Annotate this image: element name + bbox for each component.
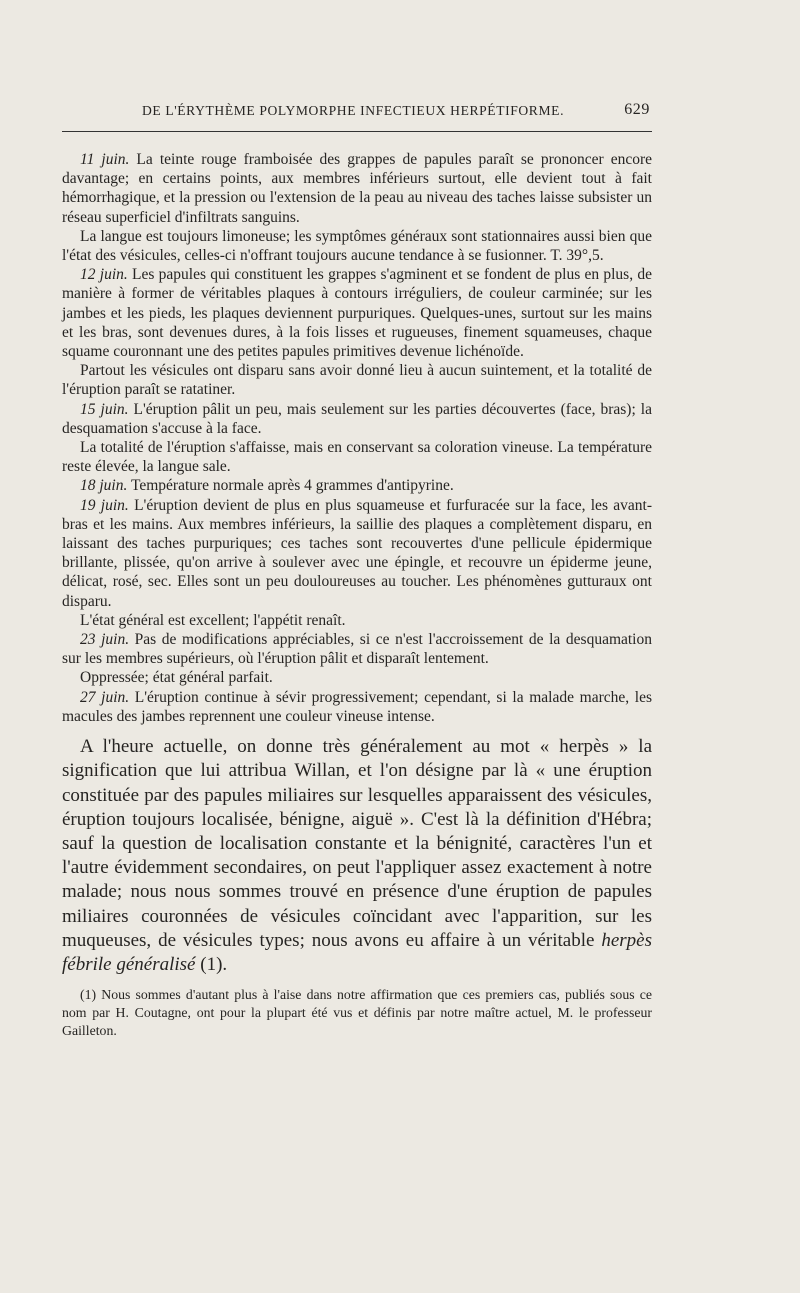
conclusion-paragraph bbox=[62, 735, 652, 977]
entry-paragraph bbox=[62, 265, 652, 361]
body-text bbox=[62, 150, 652, 1040]
entry-paragraph bbox=[62, 400, 652, 438]
entry-text: La teinte rouge framboisée des grappes de papules paraît se prononcer encore davantage; en certains points, aux membres inférieurs surtout, elle devient tout à fait hémorrhagique, et la pression ou l'extension de la peau au niveau des taches laisse subsister un réseau superficiel d'infiltrats sanguins. bbox=[62, 151, 652, 226]
entry-text: La totalité de l'éruption s'affaisse, mais en conservant sa coloration vineuse. La température reste élevée, la langue sale. bbox=[62, 439, 652, 476]
entry-paragraph bbox=[62, 496, 652, 611]
entry-paragraph bbox=[62, 688, 652, 726]
entry-paragraph bbox=[62, 611, 652, 630]
entry-text: L'éruption pâlit un peu, mais seulement sur les parties découvertes (face, bras); la desquamation s'accuse à la face. bbox=[62, 400, 652, 437]
entry-text: L'état général est excellent; l'appétit renaît. bbox=[80, 611, 346, 629]
conclusion-emphasis: herpès fébrile généralisé bbox=[62, 929, 652, 975]
entry-date: 19 juin. bbox=[80, 496, 129, 514]
entry-paragraph bbox=[62, 227, 652, 265]
conclusion-text: A l'heure actuelle, on donne très généralement au mot « herpès » la signification que lui attribua Willan, et l'on désigne par là « une éruption constituée par des papules miliaires sur lesquelles apparaissent des vésicules, éruption toujours localisée, bénigne, aiguë ». C'est là la définition d'Hébra; sauf la question de localisation constante et la bénignité, caractères l'un et l'autre évidemment secondaires, on peut l'appliquer assez exactement à notre malade; nous nous sommes trouvé en présence d'une éruption de papules miliaires couronnées de vésicules coïncidant avec l'apparition, sur les muqueuses, de vésicules types; nous avons eu affaire à un véritable bbox=[62, 736, 652, 951]
entry-date: 18 juin. bbox=[80, 477, 128, 495]
entry-date: 15 juin. bbox=[80, 400, 129, 418]
entry-date: 12 juin. bbox=[80, 266, 128, 284]
entry-paragraph bbox=[62, 361, 652, 399]
entry-text: La langue est toujours limoneuse; les symptômes généraux sont stationnaires aussi bien que l'état des vésicules, celles-ci n'offrant toujours aucune tendance à se fusionner. T. 39°,5. bbox=[62, 227, 652, 265]
entry-paragraph bbox=[62, 630, 652, 668]
entry-text: L'éruption continue à sévir progressivement; cependant, si la malade marche, les macules des jambes reprennent une couleur vineuse intense. bbox=[62, 688, 652, 725]
entry-date: 23 juin. bbox=[80, 631, 130, 649]
entry-date: 11 juin. bbox=[80, 151, 130, 168]
entry-date: 27 juin. bbox=[80, 688, 130, 706]
entry-text: L'éruption devient de plus en plus squameuse et furfuracée sur la face, les avant-bras et les mains. Aux membres inférieurs, la saillie des plaques a complètement disparu, en laissant des taches purpuriques; ces taches sont recouvertes d'une pellicule épidermique brillante, plissée, qu'on arrive à soulever avec une épingle, et recouvre un épiderme jeune, délicat, rosé, sec. Elles sont un peu douloureuses au toucher. Les phénomènes gutturaux ont disparu. bbox=[62, 496, 652, 610]
entry-paragraph bbox=[62, 476, 652, 495]
clinical-notes bbox=[62, 150, 652, 726]
entry-text: Oppressée; état général parfait. bbox=[80, 669, 273, 687]
entry-paragraph bbox=[62, 438, 652, 476]
conclusion-footnote-ref: (1). bbox=[195, 953, 228, 975]
entry-paragraph bbox=[62, 150, 652, 227]
page-number: 629 bbox=[624, 101, 650, 118]
entry-text: Les papules qui constituent les grappes s'agminent et se fondent de plus en plus, de manière à former de véritables plaques à contours irréguliers, de couleur carminée; sur les jambes et les pieds, les plaques deviennent purpuriques. Quelques-unes, surtout sur les mains et les bras, sont devenues dures, à la fois lisses et rugueuses, finement squameuses, chaque squame couronnant une des petites papules primitives devenue lichénoïde. bbox=[62, 266, 652, 361]
footnote: (1) Nous sommes d'autant plus à l'aise dans notre affirmation que ces premiers cas, publiés sous ce nom par H. Coutagne, ont pour la plupart été vus et définis par notre maître actuel, M. le professeur Gailleton. bbox=[62, 987, 652, 1039]
header-rule bbox=[62, 131, 652, 132]
running-title: DE L'ÉRYTHÈME POLYMORPHE INFECTIEUX HERPÉTIFORME. bbox=[142, 103, 565, 118]
entry-text: Température normale après 4 grammes d'antipyrine. bbox=[127, 477, 454, 495]
entry-paragraph bbox=[62, 668, 652, 687]
entry-text: Partout les vésicules ont disparu sans avoir donné lieu à aucun suintement, et la totalité de l'éruption paraît se ratatiner. bbox=[62, 362, 652, 399]
entry-text: Pas de modifications appréciables, si ce n'est l'accroissement de la desquamation sur les membres supérieurs, où l'éruption pâlit et disparaît lentement. bbox=[62, 631, 652, 668]
